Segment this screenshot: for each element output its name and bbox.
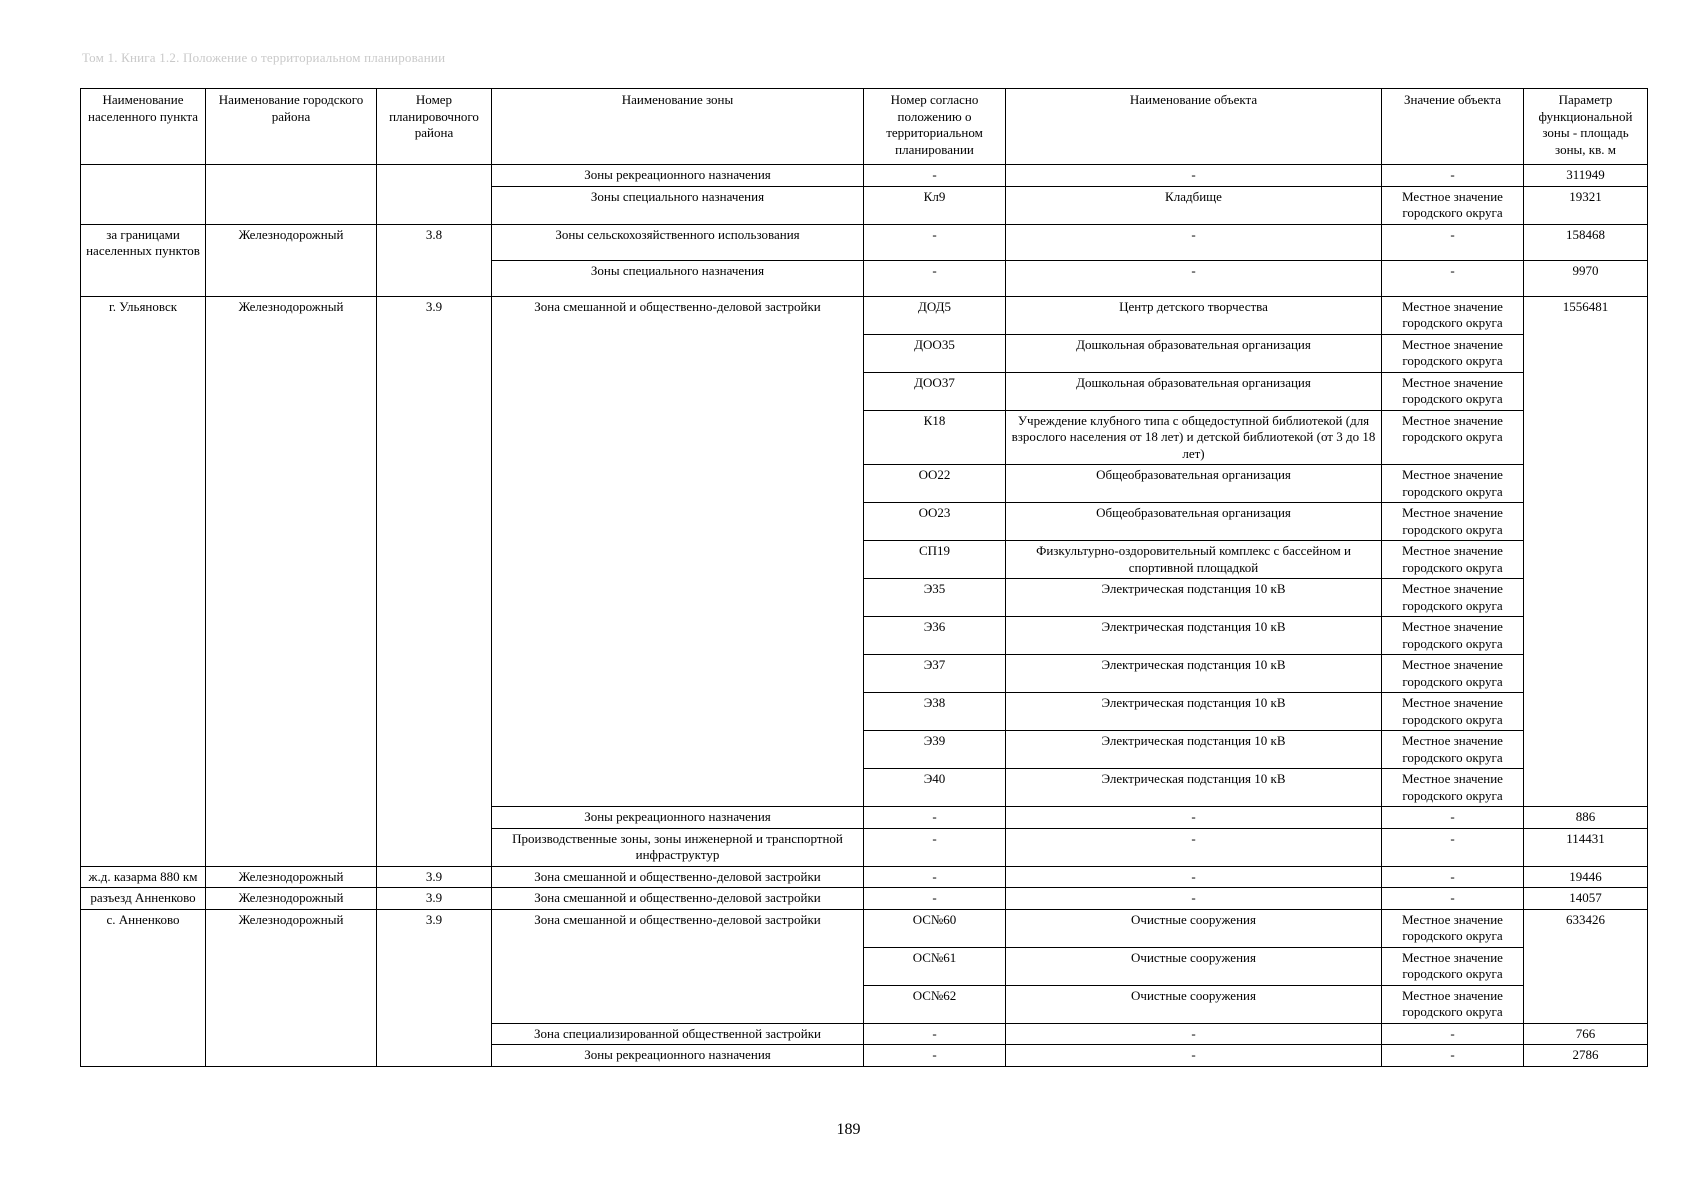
significance-cell: Местное значение городского округа (1382, 617, 1524, 655)
table-row (81, 165, 1648, 187)
object-cell: Электрическая подстанция 10 кВ (1006, 617, 1382, 655)
column-header-zone: Наименование зоны (492, 89, 864, 165)
number-cell: Э40 (864, 769, 1006, 807)
zone-cell: Зоны специального назначения (492, 186, 864, 224)
area-cell: 766 (1524, 1023, 1648, 1045)
district-cell: Железнодорожный (206, 866, 377, 888)
area-cell: 311949 (1524, 165, 1648, 187)
number-cell: ОС№61 (864, 947, 1006, 985)
significance-cell: - (1382, 1023, 1524, 1045)
number-cell: - (864, 260, 1006, 296)
number-cell: - (864, 165, 1006, 187)
object-cell: Очистные сооружения (1006, 985, 1382, 1023)
area-cell: 886 (1524, 807, 1648, 829)
planning-district-cell: 3.8 (377, 224, 492, 296)
number-cell: Э39 (864, 731, 1006, 769)
number-cell: ОО22 (864, 465, 1006, 503)
object-cell: Очистные сооружения (1006, 909, 1382, 947)
object-cell: - (1006, 866, 1382, 888)
significance-cell: - (1382, 260, 1524, 296)
object-cell: Электрическая подстанция 10 кВ (1006, 693, 1382, 731)
significance-cell: Местное значение городского округа (1382, 769, 1524, 807)
settlement-cell: ж.д. казарма 880 км (81, 866, 206, 888)
number-cell: - (864, 1023, 1006, 1045)
object-cell: Общеобразовательная организация (1006, 465, 1382, 503)
column-header-significance: Значение объекта (1382, 89, 1524, 165)
settlement-cell: за границами населенных пунктов (81, 224, 206, 296)
district-cell: Железнодорожный (206, 224, 377, 296)
object-cell: - (1006, 888, 1382, 910)
object-cell: Физкультурно-оздоровительный комплекс с бассейном и спортивной площадкой (1006, 541, 1382, 579)
column-header-district: Наименование городского района (206, 89, 377, 165)
object-cell: Электрическая подстанция 10 кВ (1006, 769, 1382, 807)
table-row (81, 909, 1648, 947)
significance-cell: Местное значение городского округа (1382, 947, 1524, 985)
planning-district-cell: 3.9 (377, 909, 492, 1066)
number-cell: Э37 (864, 655, 1006, 693)
significance-cell: - (1382, 1045, 1524, 1067)
number-cell: ДОО35 (864, 334, 1006, 372)
number-cell: ОС№62 (864, 985, 1006, 1023)
number-cell: К18 (864, 410, 1006, 465)
significance-cell: - (1382, 165, 1524, 187)
district-cell: Железнодорожный (206, 909, 377, 1066)
significance-cell: - (1382, 828, 1524, 866)
table-row (81, 224, 1648, 260)
number-cell: Кл9 (864, 186, 1006, 224)
significance-cell: Местное значение городского округа (1382, 372, 1524, 410)
object-cell: - (1006, 1045, 1382, 1067)
district-cell: Железнодорожный (206, 888, 377, 910)
object-cell: Электрическая подстанция 10 кВ (1006, 579, 1382, 617)
settlement-cell: с. Анненково (81, 909, 206, 1066)
settlement-cell: разъезд Анненково (81, 888, 206, 910)
object-cell: - (1006, 224, 1382, 260)
object-cell: - (1006, 260, 1382, 296)
number-cell: ДОД5 (864, 296, 1006, 334)
number-cell: ДОО37 (864, 372, 1006, 410)
area-cell: 9970 (1524, 260, 1648, 296)
zone-cell: Зона смешанной и общественно-деловой застройки (492, 909, 864, 1023)
object-cell: Электрическая подстанция 10 кВ (1006, 731, 1382, 769)
significance-cell: Местное значение городского округа (1382, 410, 1524, 465)
zone-cell: Зоны рекреационного назначения (492, 165, 864, 187)
column-header-number: Номер согласно положению о территориальном планировании (864, 89, 1006, 165)
object-cell: - (1006, 807, 1382, 829)
significance-cell: Местное значение городского округа (1382, 693, 1524, 731)
significance-cell: - (1382, 807, 1524, 829)
number-cell: - (864, 224, 1006, 260)
number-cell: - (864, 888, 1006, 910)
area-cell: 158468 (1524, 224, 1648, 260)
table-row (81, 888, 1648, 910)
zone-cell: Зоны сельскохозяйственного использования (492, 224, 864, 260)
significance-cell: Местное значение городского округа (1382, 579, 1524, 617)
document-header: Том 1. Книга 1.2. Положение о территориальном планировании (82, 50, 446, 65)
zone-cell: Производственные зоны, зоны инженерной и транспортной инфраструктур (492, 828, 864, 866)
number-cell: - (864, 1045, 1006, 1067)
district-cell (206, 165, 377, 225)
settlement-cell (81, 165, 206, 225)
object-cell: Общеобразовательная организация (1006, 503, 1382, 541)
district-cell: Железнодорожный (206, 296, 377, 866)
object-cell: Центр детского творчества (1006, 296, 1382, 334)
significance-cell: Местное значение городского округа (1382, 334, 1524, 372)
column-header-object: Наименование объекта (1006, 89, 1382, 165)
zone-cell: Зоны рекреационного назначения (492, 807, 864, 829)
number-cell: ОО23 (864, 503, 1006, 541)
significance-cell: Местное значение городского округа (1382, 655, 1524, 693)
zone-cell: Зона смешанной и общественно-деловой застройки (492, 296, 864, 807)
table-row (81, 866, 1648, 888)
object-cell: - (1006, 828, 1382, 866)
significance-cell: Местное значение городского округа (1382, 909, 1524, 947)
zone-cell: Зона смешанной и общественно-деловой застройки (492, 888, 864, 910)
significance-cell: Местное значение городского округа (1382, 731, 1524, 769)
table-header-row (81, 89, 1648, 165)
area-cell: 14057 (1524, 888, 1648, 910)
significance-cell: Местное значение городского округа (1382, 503, 1524, 541)
object-cell: Дошкольная образовательная организация (1006, 334, 1382, 372)
page-number: 189 (836, 1121, 861, 1138)
planning-district-cell: 3.9 (377, 296, 492, 866)
zones-table (80, 88, 1648, 1067)
number-cell: СП19 (864, 541, 1006, 579)
number-cell: - (864, 828, 1006, 866)
column-header-settlement: Наименование населенного пункта (81, 89, 206, 165)
column-header-area: Параметр функциональной зоны - площадь зоны, кв. м (1524, 89, 1648, 165)
table-row (81, 296, 1648, 334)
object-cell: Учреждение клубного типа с общедоступной библиотекой (для взрослого населения от 18 лет) и детской библиотекой (от 3 до 18 лет) (1006, 410, 1382, 465)
object-cell: Кладбище (1006, 186, 1382, 224)
area-cell: 2786 (1524, 1045, 1648, 1067)
settlement-cell: г. Ульяновск (81, 296, 206, 866)
zone-cell: Зоны рекреационного назначения (492, 1045, 864, 1067)
significance-cell: - (1382, 888, 1524, 910)
planning-district-cell: 3.9 (377, 866, 492, 888)
number-cell: - (864, 866, 1006, 888)
significance-cell: Местное значение городского округа (1382, 465, 1524, 503)
zone-cell: Зоны специального назначения (492, 260, 864, 296)
planning-district-cell (377, 165, 492, 225)
significance-cell: - (1382, 224, 1524, 260)
significance-cell: - (1382, 866, 1524, 888)
object-cell: Очистные сооружения (1006, 947, 1382, 985)
number-cell: - (864, 807, 1006, 829)
zone-cell: Зона специализированной общественной застройки (492, 1023, 864, 1045)
number-cell: Э38 (864, 693, 1006, 731)
number-cell: Э36 (864, 617, 1006, 655)
object-cell: - (1006, 1023, 1382, 1045)
area-cell: 19446 (1524, 866, 1648, 888)
significance-cell: Местное значение городского округа (1382, 296, 1524, 334)
object-cell: Дошкольная образовательная организация (1006, 372, 1382, 410)
area-cell: 1556481 (1524, 296, 1648, 807)
area-cell: 19321 (1524, 186, 1648, 224)
significance-cell: Местное значение городского округа (1382, 186, 1524, 224)
number-cell: Э35 (864, 579, 1006, 617)
object-cell: - (1006, 165, 1382, 187)
number-cell: ОС№60 (864, 909, 1006, 947)
zone-cell: Зона смешанной и общественно-деловой застройки (492, 866, 864, 888)
column-header-planning-district: Номер планировочного района (377, 89, 492, 165)
significance-cell: Местное значение городского округа (1382, 541, 1524, 579)
planning-district-cell: 3.9 (377, 888, 492, 910)
object-cell: Электрическая подстанция 10 кВ (1006, 655, 1382, 693)
area-cell: 633426 (1524, 909, 1648, 1023)
area-cell: 114431 (1524, 828, 1648, 866)
significance-cell: Местное значение городского округа (1382, 985, 1524, 1023)
